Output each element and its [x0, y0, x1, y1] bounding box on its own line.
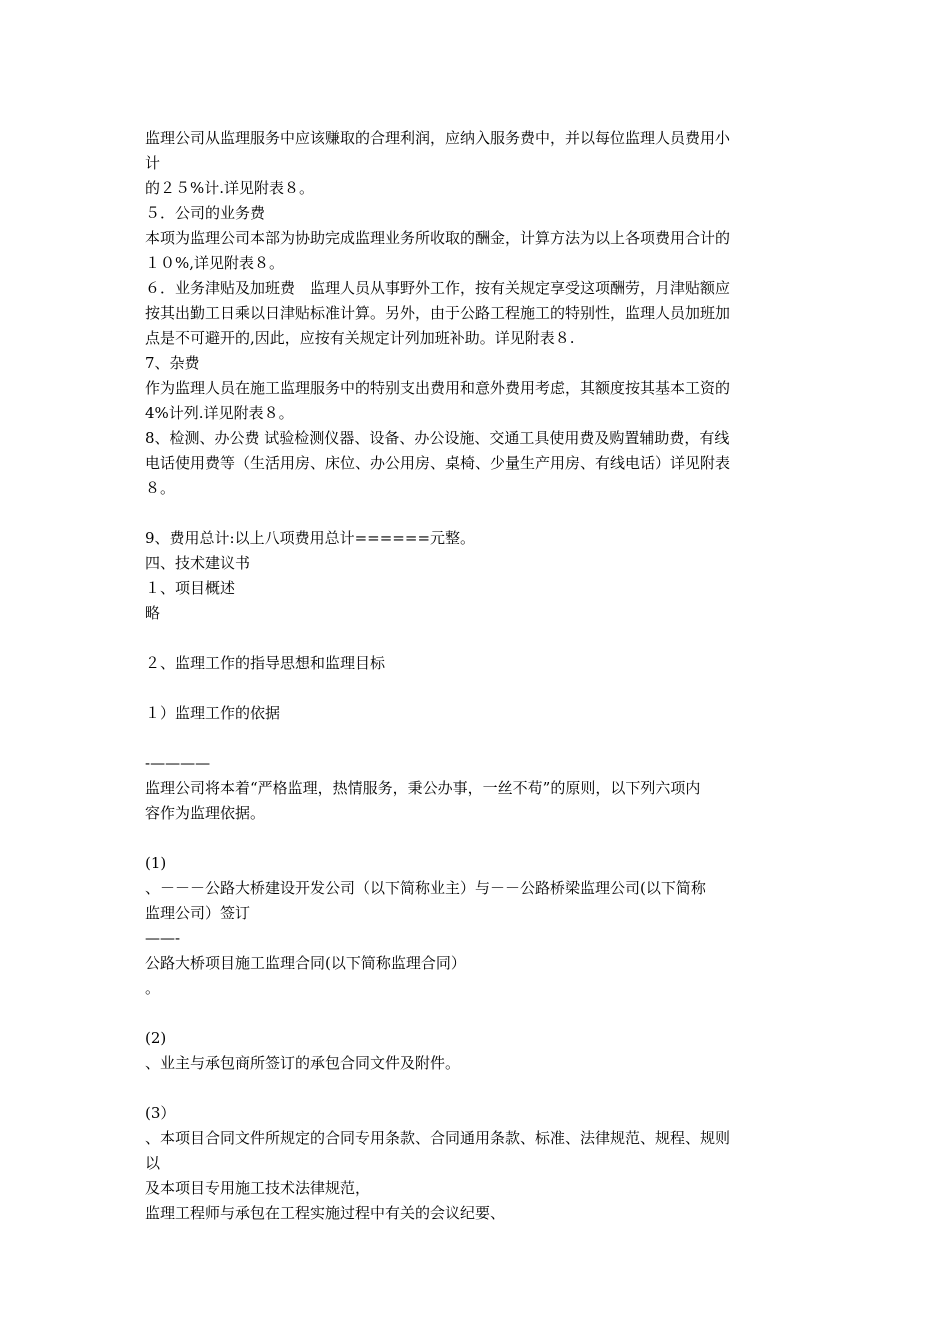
- text-line: 计: [145, 154, 161, 172]
- text-line: 点是不可避开的,因此，应按有关规定计列加班补助。详见附表８.: [145, 329, 575, 347]
- text-line: 。: [145, 979, 161, 997]
- section-heading: ５．公司的业务费: [145, 204, 266, 222]
- section-heading: 四、技术建议书: [145, 554, 251, 572]
- text-line: 以: [145, 1154, 161, 1172]
- text-line: ——-: [145, 929, 181, 947]
- text-line: 作为监理人员在施工监理服务中的特别支出费用和意外费用考虑，其额度按其基本工资的: [145, 379, 731, 397]
- list-marker: (2): [145, 1029, 167, 1047]
- text-line: 4%计列.详见附表８。: [145, 404, 294, 422]
- text-line: 、本项目合同文件所规定的合同专用条款、合同通用条款、标准、法律规范、规程、规则: [145, 1129, 731, 1147]
- text-line: ６．业务津贴及加班费 监理人员从事野外工作，按有关规定享受这项酬劳，月津贴额应: [145, 279, 731, 297]
- text-line: 监理工程师与承包在工程实施过程中有关的会议纪要、: [145, 1204, 506, 1222]
- text-line: 的２５%计.详见附表８。: [145, 179, 315, 197]
- text-line: 及本项目专用施工技术法律规范，: [145, 1179, 371, 1197]
- section-heading: ２、监理工作的指导思想和监理目标: [145, 654, 386, 672]
- text-line: 9、费用总计:以上八项费用总计======元整。: [145, 529, 476, 547]
- text-line: 本项为监理公司本部为协助完成监理业务所收取的酬金，计算方法为以上各项费用合计的: [145, 229, 731, 247]
- text-line: 、业主与承包商所签订的承包合同文件及附件。: [145, 1054, 461, 1072]
- text-line: 公路大桥项目施工监理合同(以下简称监理合同）: [145, 954, 466, 972]
- text-line: -————: [145, 754, 211, 772]
- section-heading: １）监理工作的依据: [145, 704, 281, 722]
- text-line: 、－－－公路大桥建设开发公司（以下简称业主）与－－公路桥梁监理公司(以下简称: [145, 879, 706, 897]
- text-line: 电话使用费等（生活用房、床位、办公用房、桌椅、少量生产用房、有线电话）详见附表: [145, 454, 731, 472]
- text-line: 监理公司将本着“严格监理，热情服务，秉公办事，一丝不苟”的原则，以下列六项内: [145, 779, 701, 797]
- text-line: 8、检测、办公费 试验检测仪器、设备、办公设施、交通工具使用费及购置辅助费，有线: [145, 429, 730, 447]
- text-line: 监理公司从监理服务中应该赚取的合理利润，应纳入服务费中，并以每位监理人员费用小: [145, 129, 731, 147]
- section-heading: 7、杂费: [145, 354, 200, 372]
- text-line: 按其出勤工日乘以日津贴标准计算。另外，由于公路工程施工的特别性，监理人员加班加: [145, 304, 731, 322]
- section-heading: １、项目概述: [145, 579, 236, 597]
- text-line: ８。: [145, 479, 176, 497]
- list-marker: (1): [145, 854, 167, 872]
- text-line: 监理公司）签订: [145, 904, 251, 922]
- text-line: 容作为监理依据。: [145, 804, 266, 822]
- list-marker: (3）: [145, 1104, 176, 1122]
- text-line: 略: [145, 604, 161, 622]
- text-line: １０%,详见附表８。: [145, 254, 285, 272]
